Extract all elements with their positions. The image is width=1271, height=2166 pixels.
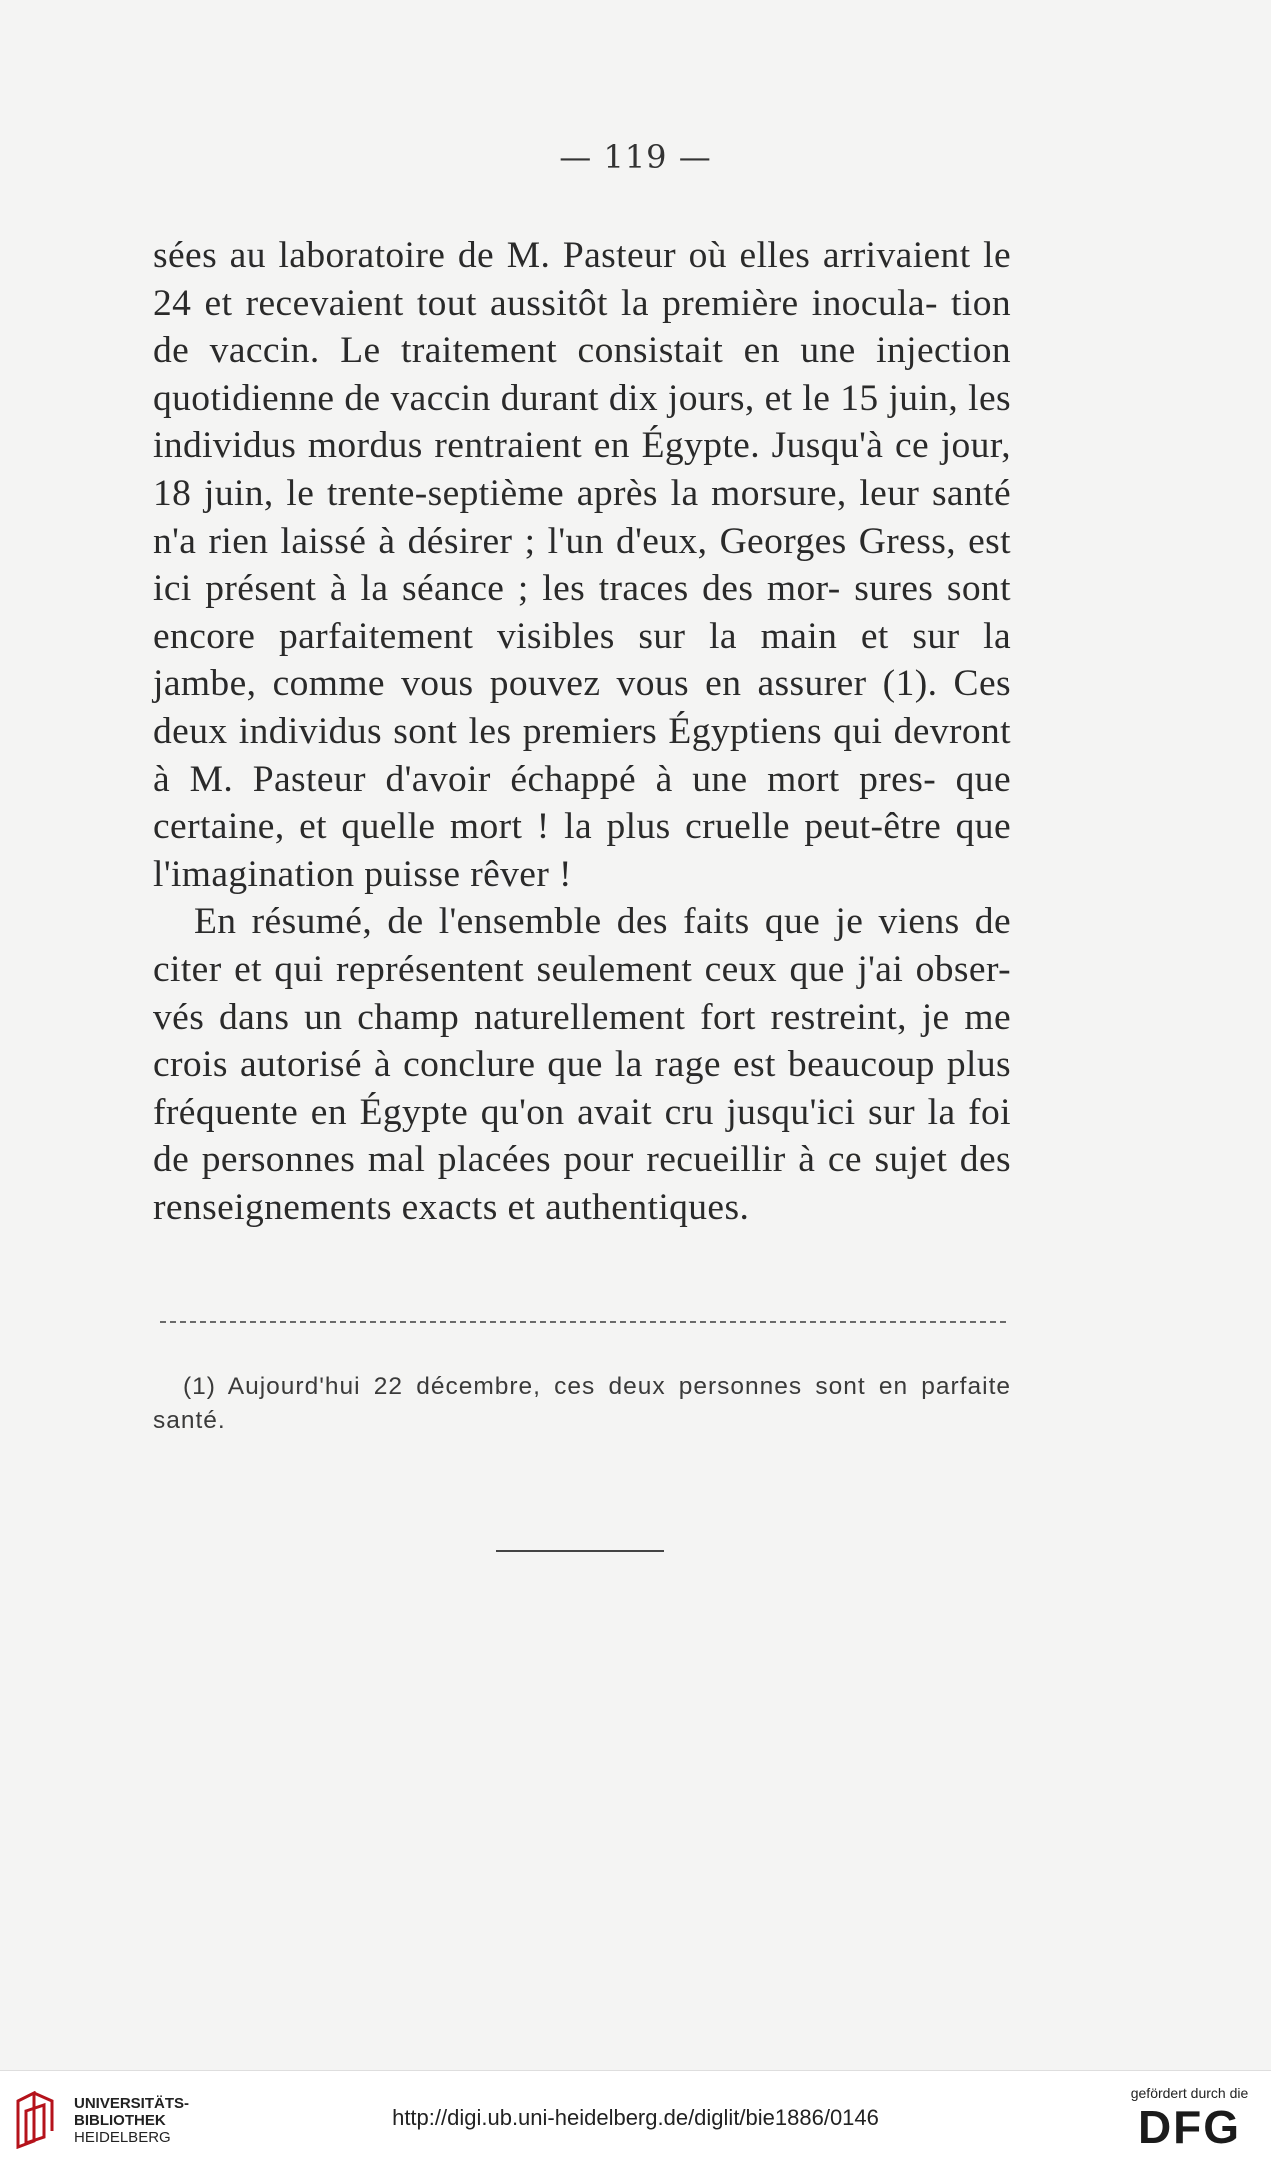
footnote-separator [160,1321,1006,1323]
end-rule [496,1550,664,1552]
permalink-url[interactable]: http://digi.ub.uni-heidelberg.de/diglit/bie1886/0146 [392,2105,879,2130]
paragraph-2: En résumé, de l'ensemble des faits que je viens de citer et qui représentent seulement ceux que j'ai obser- vés dans un champ naturellement fort restreint, je me crois autorisé à conclure que la rage est beaucoup plus fréquente en Égypte qu'on avait cru jusqu'ici sur la foi de personnes mal placées pour recueillir à ce sujet des renseignements exacts et authentiques. [153,901,1011,1228]
footnote: (1) Aujourd'hui 22 décembre, ces deux personnes sont en parfaite santé. [153,1373,1011,1434]
library-name-line3: HEIDELBERG [74,2129,171,2146]
body-text [153,232,1011,1231]
library-name-line2: BIBLIOTHEK [74,2112,166,2129]
footer-bar [0,2070,1271,2166]
dfg-logo: DFG [1137,2101,1242,2153]
page-number: — 119 — [559,138,712,176]
paragraph-1: sées au laboratoire de M. Pasteur où elles arrivaient le 24 et recevaient tout aussitôt la première inocula- tion de vaccin. Le traitement consistait en une injection quotidienne de vaccin durant dix jours, et le 15 juin, les individus mordus rentraient en Égypte. Jusqu'à ce jour, 18 juin, le trente-septième après la morsure, leur santé n'a rien laissé à désirer ; l'un d'eux, Georges Gress, est ici présent à la séance ; les traces des mor- sures sont encore parfaitement visibles sur la main et sur la jambe, comme vous pouvez vous en assurer (1). Ces deux individus sont les premiers Égyptiens qui devront à M. Pasteur d'avoir échappé à une mort pres- que certaine, et quelle mort ! la plus cruelle peut-être que l'imagination puisse rêver ! [153,235,1011,895]
library-name-line1: UNIVERSITÄTS- [74,2095,190,2112]
funding-text: gefördert durch die [1130,2085,1249,2101]
funding-notice[interactable] [1122,2085,1257,2151]
